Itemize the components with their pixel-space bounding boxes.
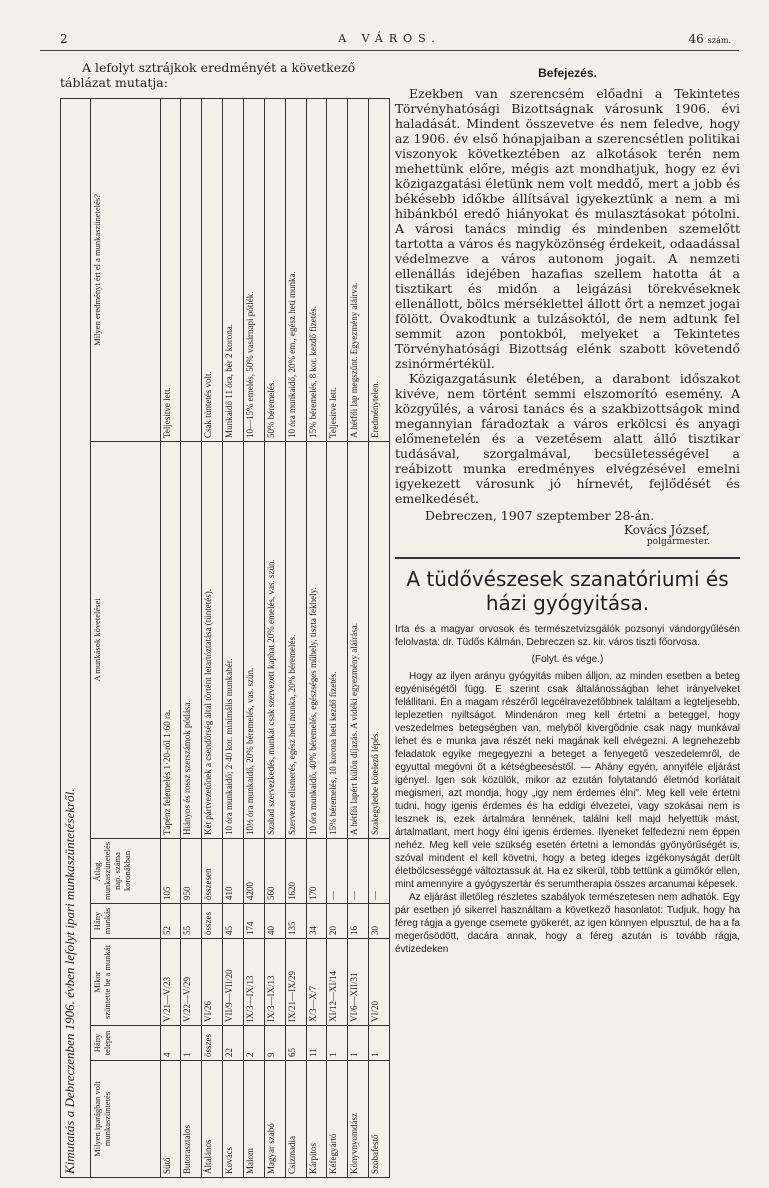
cell-days: 410 [223,838,244,903]
table-row [306,99,327,1178]
cell-workers: 34 [306,904,327,939]
cell-result: Csak tüntetés volt. [202,99,223,442]
cell-workers: 55 [181,904,202,939]
header-when: Mikor szüntette be a munkát [91,939,160,1026]
cell-result: 10—15% emelés, 50% vasárnapi pótlék. [243,99,264,442]
cell-places: összes [202,1026,223,1061]
cell-demand: Hiányos és rossz szerszámok pótlása. [181,441,202,838]
table-row [348,99,369,1178]
header-industry: Milyen iparágban volt munkaszüntetés [91,1061,160,1178]
page-number: 2 [60,32,68,46]
cell-demand: 10 óra munkaidő, 40% béremelés, egészséges műhely, tiszta fekhely. [306,441,327,838]
cell-workers: összes [202,904,223,939]
cell-workers: 174 [243,904,264,939]
cell-industry: Magyar szabó [264,1061,285,1178]
cell-days: 105 [160,838,181,903]
cell-result: 15% béremelés, 8 kor. kezdő fizetés. [306,99,327,442]
cell-industry: Szobafestő [369,1061,390,1178]
cell-days: 950 [181,838,202,903]
cell-result: A hétfői lap megszűnt. Egyezmény aláírva. [348,99,369,442]
cell-when: VI/6—XII/31 [348,939,369,1026]
cell-places: 65 [285,1026,306,1061]
cell-when: X/3—X/7 [306,939,327,1026]
cell-places: 11 [306,1026,327,1061]
cell-days: 4200 [243,838,264,903]
cell-industry: Általános [202,1061,223,1178]
cell-result [181,99,202,442]
strike-table-container [60,98,390,1188]
header-result: Milyen eredményt ért el a munkaszünetelés? [91,99,160,442]
divider [395,557,740,559]
article-title: A tüdővészesek szanatóriumi és házi gyógyitása. [406,567,729,615]
table-row [243,99,264,1178]
table-row [327,99,348,1178]
cell-demand: 10½ óra munkaidő, 20% béremelés, vas. szün. [243,441,264,838]
signature: Kovács József, [624,523,710,537]
cell-demand: Tápénz felemelés 1·20-ról 1·60 ra. [160,441,181,838]
cell-places: 9 [264,1026,285,1061]
cell-demand: Szabad szervezkedés, munkát csak szervezett kaphat 20% emelés, vas. szün. [264,441,285,838]
right-column [395,60,740,1130]
table-row [202,99,223,1178]
cell-industry: Csizmadia [285,1061,306,1178]
cell-industry: Kéfegyártó [327,1061,348,1178]
cell-days: összesen [202,838,223,903]
table-caption: Kimutatás a Debreczenben 1906. évben lefolyt ipari munkaszüntetésekről. [61,99,91,1178]
cell-workers: 16 [348,904,369,939]
cell-days: — [369,838,390,903]
cell-industry: Sütő [160,1061,181,1178]
header-places: Hány telepen [91,1026,160,1061]
cell-when: V/21—V/23 [160,939,181,1026]
date-line: Debreczen, 1907 szeptember 28-án. [425,508,655,523]
issue-number: 46 szám. [688,32,731,46]
conclusion-paragraph-2: Közigazgatásunk életében, a darabont időszakot kivéve, nem történt semmi elszomorító esemény. A közgyűlés, a városi tanács és a szakbizottságok mind megannyian fáradoztak a város erkölcsi és anyagi előmenetelén és a vezetésem alatt álló tisztikar tudásával, szorgalmával, becsületességével a reábizott munka eredményes elvégzésével emelni igyekezett városunk jó hírnevét, fejlődését és emelkedését. [395,371,740,506]
cell-demand: Szakegyletbe kötelező lépés. [369,441,390,838]
signer-role: polgármester. [646,537,710,547]
cell-when: VI/26 [202,939,223,1026]
cell-when: IX/3—IX/13 [243,939,264,1026]
cell-result: 10 óra munkaidő, 20% em., egész heti munka. [285,99,306,442]
header-days: Átlag. munkaszünetelés nap. száma koronákban [91,838,160,903]
table-row [181,99,202,1178]
cell-workers: 40 [264,904,285,939]
cell-result: Eredménytelen. [369,99,390,442]
cell-industry: Malom [243,1061,264,1178]
cell-result: Munkaidő 11 óra, bér 2 korona. [223,99,244,442]
table-row [223,99,244,1178]
newspaper-title: A VÁROS. [338,32,441,45]
cell-when: VII/9—VII/20 [223,939,244,1026]
cell-workers: 30 [369,904,390,939]
cell-demand: 15% béremelés, 10 korona heti kezdő fizetés. [327,441,348,838]
cell-places: 1 [327,1026,348,1061]
table-row [369,99,390,1178]
cell-days: 560 [264,838,285,903]
cell-demand: Két pártvezetőnek a csendőrség által történt letartóztatása (tüntetés). [202,441,223,838]
cell-days: 170 [306,838,327,903]
table-row [160,99,181,1178]
cell-days: 1620 [285,838,306,903]
article-paragraph: Hogy az ilyen arányu gyógyitás miben álljon, az minden esetben a beteg egyéniségétől függ. E szerint csak általánosságban lehet irányelveket felállitani. Én a magam részéről legcélravezetőbbnek találtam a legteljesebb, leplezetlen nyiltságot. Mindenáron meg kell értetni a beteggel, hogy veszedelmes betegségben van, melyből kivergődnie csak nagy munkával lehet és e munka java részét neki magának kell elvégezni. A legnehezebb feladatok egyike megegyezni a beteget a fenyegető veszedelemről, de egyuttal megóvni őt a kétségbeeséstől. — Ahány egyén, annyiféle eljárást igényel. Igen sok közülök, mikor az ezután folytatandó életmód korlátait megismeri, azt mondja, hogy „igy nem érdemes élni". Meg kell vele értetni tudni, hogy igenis érdemes és ha eddigi élvezetei, vagy szokásai nem is lesznek is, ezek ártalmára lennének, találni kell majd helyettük mást, ártalmatlant, mert hogy élni igenis érdemes. Ilyeneket felfedezni nem éppen nehéz. Meg kell vele szükség esetén értetni a lemondás gyönyörűségét is, szóval mindent el kell követni, hogy a beteg ideges izgékonyságát derült életbölcsességgé változtassuk át. Ha ez sikerül, több tettünk a gümőkór ellen, mint amennyire a gyógyszertár és serumtherapia összes arcanumai képesek. [395,671,740,890]
strike-table [60,98,390,1178]
cell-places: 1 [369,1026,390,1061]
cell-demand: Szervezet elismerés, egész heti munka, 20% béremelés. [285,441,306,838]
cell-places: 2 [243,1026,264,1061]
cell-places: 1 [181,1026,202,1061]
header-demands: A munkások követelései [91,441,160,838]
cell-places: 4 [160,1026,181,1061]
cell-workers: 45 [223,904,244,939]
cell-workers: 52 [160,904,181,939]
cell-result: Teljesitve lett. [327,99,348,442]
cell-when: IX/3—IX/13 [264,939,285,1026]
cell-workers: 135 [285,904,306,939]
cell-places: 22 [223,1026,244,1061]
cell-when: IX/21—IX/29 [285,939,306,1026]
cell-workers: 20 [327,904,348,939]
conclusion-paragraph: Ezekben van szerencsém előadni a Tekintetes Törvényhatósági Bizottságnak városunk 1906. évi haladását. Mindent összevetve és nem feledve, hogy az 1906. év első hónapjaiban a szerencsétlen politikai viszonyok következtében az alkotások terén nem mehettünk előre, mégis azt mondhatjuk, hogy ez évi közigazgatási életünk nem volt meddő, mert a jobb és békésebb időkbe állítsával igyekeztünk a nem a mi hibánkból eredő hiányokat és mulasztásokat pótolni. A városi tanács mindig és mindenben szemelőtt tartotta a város és nagyközönség érdekeit, odaadással védelmezve a város autonom jogait. A nemzeti ellenállás idejében hazafias szellem hatotta át a tisztikart és midőn a leigázási törekvéseknek ellenállott, bölcs mérséklettel állott őrt a nemzet jogai fölött. Óvakodtunk a tulzásoktól, de nem adtunk fel semmit azon pontokból, melyeket a Tekintetes Törvényhatósági Bizottság elénk szabott követendő zsinórmértékül. [395,86,740,371]
section-title: Befejezés. [538,66,597,80]
cell-result: 50% béremelés. [264,99,285,442]
cell-days: — [348,838,369,903]
cell-days: — [327,838,348,903]
page-header [40,30,739,51]
cell-places: 1 [348,1026,369,1061]
table-row [285,99,306,1178]
cell-demand: A hétfői lapért külön díjazás. A vidéki egyezmény aláírása. [348,441,369,838]
cell-when: V/22—V/29 [181,939,202,1026]
cell-industry: Kárpitos [306,1061,327,1178]
table-row [264,99,285,1178]
table-intro: A lefolyt sztrájkok eredményét a következő táblázat mutatja: [60,60,356,90]
cell-result: Teljesitve lett. [160,99,181,442]
cell-demand: 10 óra munkaidő; 2·40 kor. minimális munkabér. [223,441,244,838]
cell-when: XI/12—XI/14 [327,939,348,1026]
article-paragraph-2: Az eljárást illetőleg részletes szabályok természetesen nem adhatók. Egy pár esetben jó sikerrel használtam a következő hasonlatot: Tudjuk, hogy ha féreg rágja a gyenge csemete gyökerét, az igen könnyen elpusztul, de ha a fa megerősödött, dacára annak, hogy a féreg azután is tovább rágja, évtizedeken [395,892,740,955]
article-byline: Irta és a magyar orvosok és természetvizsgálók pozsonyi vándorgyűlésén felolvasta: dr. Tüdős Kálmán, Debreczen sz. kir. város tiszti főorvosa. [395,624,740,648]
cell-industry: Butorasztalos [181,1061,202,1178]
cell-industry: Könyvnyomdász [348,1061,369,1178]
cell-industry: Kovács [223,1061,244,1178]
left-column [60,60,390,1174]
continuation-note: (Folyt. és vége.) [531,654,604,665]
cell-when: VI/20 [369,939,390,1026]
header-workers: Hány munkás [91,904,160,939]
